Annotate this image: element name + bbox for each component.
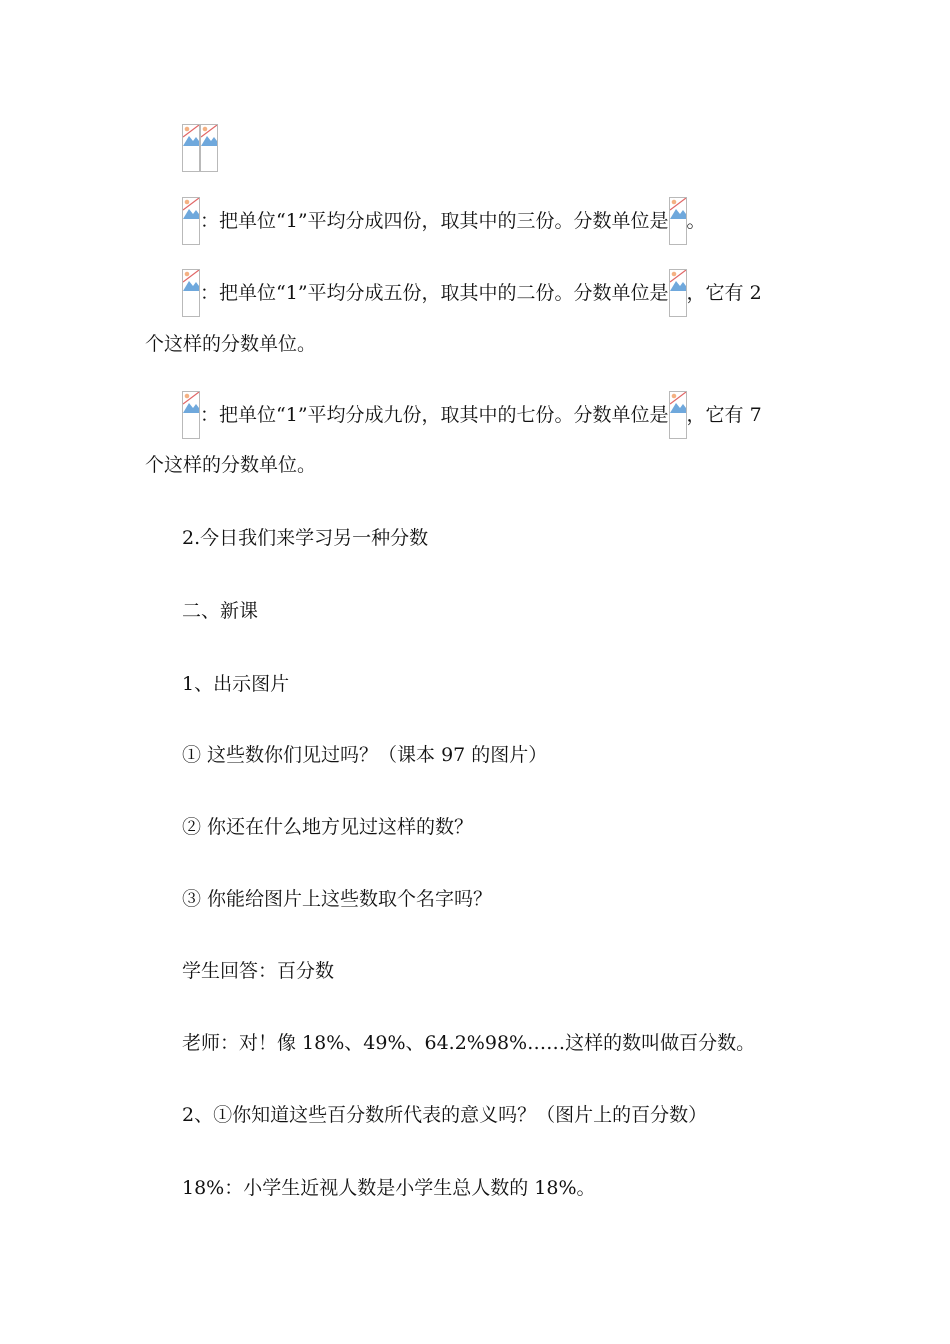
image-row	[182, 124, 218, 172]
continuation-text: 个这样的分数单位。	[145, 333, 317, 355]
separator: ：	[200, 282, 220, 304]
broken-image-icon	[182, 197, 200, 245]
fraction-line-3	[182, 391, 762, 439]
broken-image-icon	[200, 124, 218, 172]
fraction-line-2	[182, 269, 762, 317]
paragraph	[182, 1103, 707, 1127]
fraction-line-1	[182, 197, 706, 245]
fraction-text: 把单位“1”平均分成九份，取其中的七份。分数单位是	[219, 404, 669, 426]
paragraph-text: ③ 你能给图片上这些数取个名字吗？	[182, 888, 493, 910]
section-heading	[182, 599, 258, 623]
paragraph	[182, 887, 492, 911]
paragraph-text: 2.今日我们来学习另一种分数	[182, 527, 429, 549]
fraction-tail: ，它有 2	[686, 282, 762, 304]
paragraph-text: ① 这些数你们见过吗？（课本 97 的图片）	[182, 744, 548, 766]
paragraph-text: ② 你还在什么地方见过这样的数？	[182, 816, 474, 838]
fraction-tail: 。	[686, 210, 706, 232]
continuation-text: 个这样的分数单位。	[145, 454, 317, 476]
broken-image-icon	[182, 269, 200, 317]
paragraph-text: 老师：对！像 18%、49%、64.2%98%……这样的数叫做百分数。	[182, 1032, 756, 1054]
paragraph-text: 1、出示图片	[182, 673, 290, 695]
broken-image-icon	[182, 391, 200, 439]
paragraph	[182, 526, 428, 550]
paragraph-text: 2、①你知道这些百分数所代表的意义吗？（图片上的百分数）	[182, 1104, 708, 1126]
paragraph-text: 学生回答：百分数	[182, 960, 335, 982]
paragraph	[182, 672, 289, 696]
paragraph	[182, 815, 473, 839]
fraction-tail: ，它有 7	[686, 404, 762, 426]
fraction-text: 把单位“1”平均分成五份，取其中的二份。分数单位是	[219, 282, 669, 304]
broken-image-icon	[669, 197, 687, 245]
paragraph	[182, 1031, 755, 1055]
broken-image-icon	[182, 124, 200, 172]
separator: ：	[200, 210, 220, 232]
paragraph	[182, 743, 547, 767]
separator: ：	[200, 404, 220, 426]
paragraph	[182, 959, 334, 983]
heading-text: 二、新课	[182, 600, 259, 622]
fraction-line-3-continued	[145, 453, 316, 477]
fraction-line-2-continued	[145, 332, 316, 356]
paragraph	[182, 1176, 596, 1200]
paragraph-text: 18%：小学生近视人数是小学生总人数的 18%。	[182, 1177, 596, 1199]
broken-image-icon	[669, 391, 687, 439]
fraction-text: 把单位“1”平均分成四份，取其中的三份。分数单位是	[219, 210, 669, 232]
broken-image-icon	[669, 269, 687, 317]
